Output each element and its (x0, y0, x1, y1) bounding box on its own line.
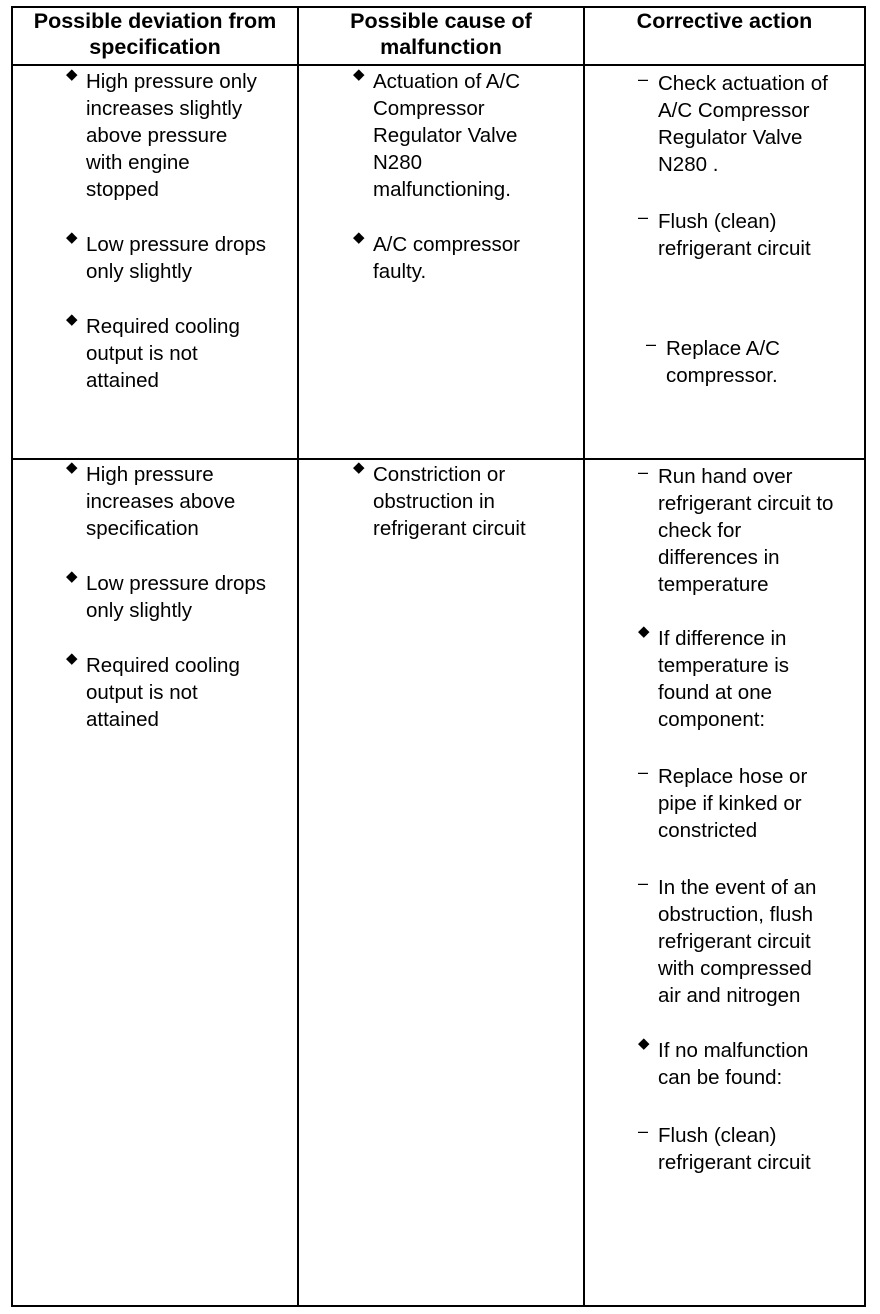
item-text-line: above pressure (86, 124, 228, 147)
item-text-line: temperature is (658, 654, 790, 677)
diamond-bullet-icon: ◆ (66, 459, 78, 476)
row-2-action-item (638, 1121, 811, 1176)
row-1-cause-item (353, 66, 521, 203)
item-text (658, 1122, 811, 1176)
dash-icon: – (638, 873, 649, 893)
item-text-line: found at one (658, 681, 772, 704)
item-text (658, 625, 789, 733)
header-cause-line-1: Possible cause of (350, 9, 532, 33)
diamond-bullet-icon: ◆ (66, 311, 78, 328)
column-divider-2 (583, 7, 585, 1307)
header-cause-line-2: malfunction (380, 35, 502, 59)
item-text-line: specification (86, 517, 199, 540)
item-text-line: differences in (658, 546, 780, 569)
item-text-line: compressor. (666, 364, 778, 387)
item-text-line: Low pressure drops (86, 233, 267, 256)
item-text-line: Flush (clean) (658, 1124, 777, 1147)
row-2-cause-item (353, 459, 526, 542)
item-text-line: refrigerant circuit (658, 1151, 811, 1174)
header-deviation-line-2: specification (89, 35, 221, 59)
item-text (658, 70, 828, 178)
item-text-line: with compressed (658, 957, 812, 980)
table-right-border (864, 7, 866, 1307)
item-text-line: Required cooling (86, 654, 240, 677)
row-divider (11, 458, 866, 460)
row-2-action-item (638, 873, 817, 1009)
diamond-bullet-icon: ◆ (353, 229, 365, 246)
diamond-bullet-icon: ◆ (353, 459, 365, 476)
row-2-deviation-item (66, 459, 236, 542)
item-text-line: N280 . (658, 153, 719, 176)
item-text (86, 313, 240, 394)
diamond-bullet-icon: ◆ (66, 650, 78, 667)
item-text-line: pipe if kinked or (658, 792, 802, 815)
row-2-action-item (638, 762, 808, 844)
dash-icon: – (638, 207, 649, 227)
item-text-line: output is not (86, 342, 198, 365)
item-text-line: If difference in (658, 627, 787, 650)
item-text-line: Regulator Valve (373, 124, 518, 147)
item-text (658, 463, 833, 598)
item-text-line: Run hand over (658, 465, 793, 488)
item-text (658, 208, 811, 262)
item-text-line: increases slightly (86, 97, 243, 120)
item-text-line: faulty. (373, 260, 427, 283)
item-text (86, 570, 266, 624)
item-text-line: Replace hose or (658, 765, 808, 788)
diamond-bullet-icon: ◆ (66, 229, 78, 246)
dash-icon: – (638, 762, 649, 782)
table-bottom-border (11, 1305, 866, 1307)
item-text-line: refrigerant circuit (658, 930, 811, 953)
row-2-action-item (638, 623, 790, 733)
item-text-line: In the event of an (658, 876, 817, 899)
diamond-bullet-icon: ◆ (353, 66, 365, 83)
item-text-line: A/C Compressor (658, 99, 810, 122)
header-cause (299, 8, 583, 64)
item-text-line: Constriction or (373, 463, 506, 486)
header-deviation (13, 8, 297, 64)
item-text-line: Check actuation of (658, 72, 828, 95)
item-text-line: only slightly (86, 260, 192, 283)
dash-icon: – (646, 334, 657, 354)
item-text-line: Regulator Valve (658, 126, 803, 149)
item-text-line: obstruction, flush (658, 903, 813, 926)
row-2-deviation-item (66, 650, 240, 733)
row-1-deviation-item (66, 311, 240, 394)
header-divider (11, 64, 866, 66)
item-text-line: obstruction in (373, 490, 495, 513)
header-action (585, 8, 864, 64)
header-action-line-1: Corrective action (636, 9, 813, 33)
item-text-line: malfunctioning. (373, 178, 511, 201)
item-text-line: temperature (658, 573, 769, 596)
item-text-line: attained (86, 369, 159, 392)
item-text-line: High pressure only (86, 70, 257, 93)
item-text (86, 231, 266, 285)
dash-icon: – (638, 1121, 649, 1141)
table-left-border (11, 7, 13, 1307)
item-text-line: A/C compressor (373, 233, 520, 256)
item-text (86, 652, 240, 733)
item-text-line: output is not (86, 681, 198, 704)
item-text (658, 763, 807, 844)
dash-icon: – (638, 69, 649, 89)
row-2-action-item (638, 1035, 809, 1091)
diamond-bullet-icon: ◆ (638, 623, 650, 640)
item-text (86, 461, 235, 542)
row-1-deviation-item (66, 66, 257, 203)
diamond-bullet-icon: ◆ (66, 568, 78, 585)
item-text-line: only slightly (86, 599, 192, 622)
item-text (666, 335, 780, 389)
row-1-action-item (638, 207, 811, 262)
item-text-line: can be found: (658, 1066, 783, 1089)
item-text (658, 1037, 808, 1091)
item-text-line: increases above (86, 490, 236, 513)
row-1-deviation-item (66, 229, 267, 285)
item-text-line: Replace A/C (666, 337, 780, 360)
diamond-bullet-icon: ◆ (66, 66, 78, 83)
item-text-line: Flush (clean) (658, 210, 777, 233)
item-text-line: with engine (86, 151, 190, 174)
item-text-line: N280 (373, 151, 423, 174)
item-text-line: refrigerant circuit (373, 517, 526, 540)
item-text (86, 68, 257, 203)
row-1-action-item (646, 334, 780, 389)
row-1-cause-item (353, 229, 520, 285)
dash-icon: – (638, 462, 649, 482)
column-divider-1 (297, 7, 299, 1307)
item-text-line: attained (86, 708, 159, 731)
item-text-line: High pressure (86, 463, 214, 486)
item-text-line: component: (658, 708, 766, 731)
diamond-bullet-icon: ◆ (638, 1035, 650, 1052)
item-text-line: constricted (658, 819, 758, 842)
row-2-deviation-item (66, 568, 267, 624)
item-text-line: stopped (86, 178, 159, 201)
item-text-line: Compressor (373, 97, 485, 120)
item-text (658, 874, 816, 1009)
item-text (373, 461, 526, 542)
item-text-line: Low pressure drops (86, 572, 267, 595)
item-text-line: refrigerant circuit to (658, 492, 834, 515)
item-text-line: Actuation of A/C (373, 70, 521, 93)
header-deviation-line-1: Possible deviation from (33, 9, 277, 33)
item-text (373, 231, 520, 285)
item-text-line: If no malfunction (658, 1039, 809, 1062)
item-text-line: air and nitrogen (658, 984, 801, 1007)
item-text-line: refrigerant circuit (658, 237, 811, 260)
row-1-action-item (638, 69, 828, 178)
item-text-line: check for (658, 519, 742, 542)
row-2-action-item (638, 462, 834, 598)
item-text (373, 68, 520, 203)
item-text-line: Required cooling (86, 315, 240, 338)
